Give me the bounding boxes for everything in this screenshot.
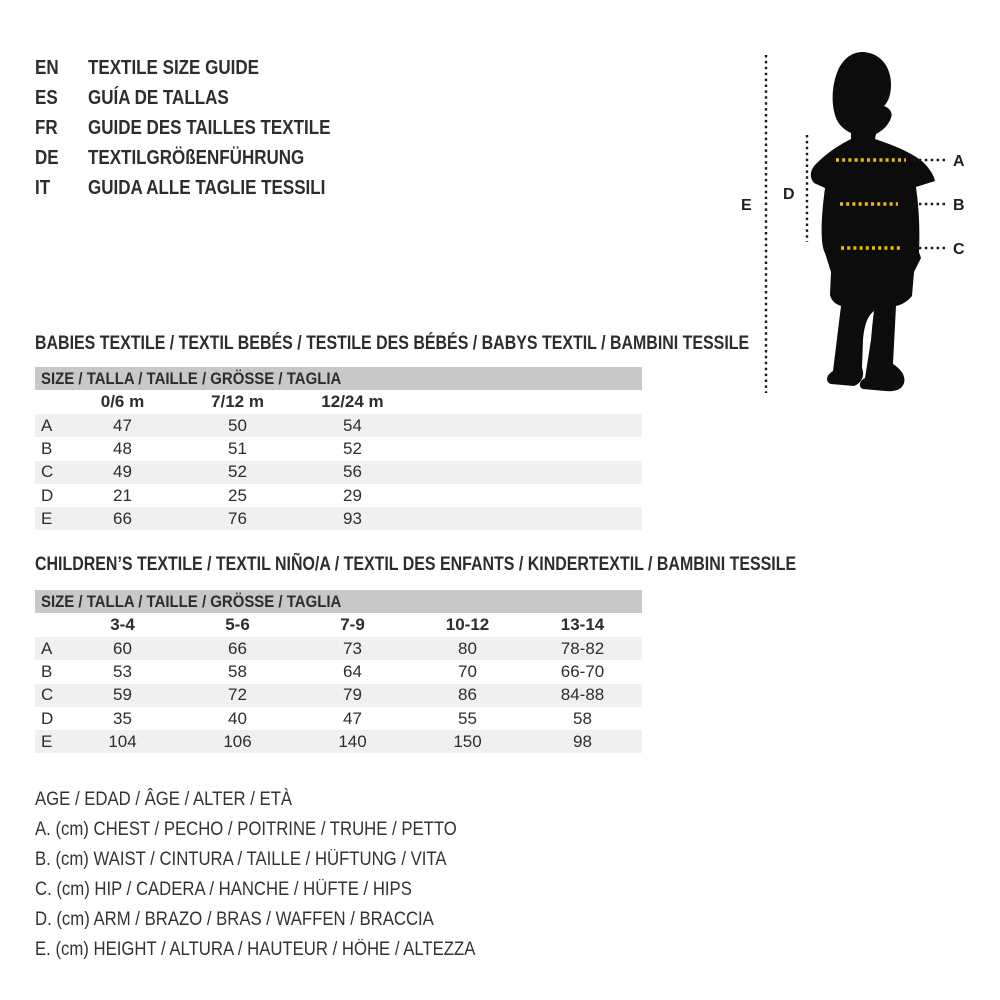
row-label: A (41, 638, 53, 658)
cell-value: 64 (343, 661, 362, 681)
figure-label-a: A (953, 153, 965, 170)
measurement-legend (35, 785, 535, 965)
row-label: C (41, 462, 54, 482)
table-row (35, 484, 642, 507)
cell-value: 29 (343, 485, 362, 505)
table-row (35, 437, 642, 460)
language-code: EN (35, 57, 59, 79)
children-section-heading: CHILDREN’S TEXTILE / TEXTIL NIÑO/A / TEXTIL DES ENFANTS / KINDERTEXTIL / BAMBINI TESSILE (35, 554, 797, 575)
cell-value: 76 (228, 508, 247, 528)
cell-value: 58 (228, 661, 247, 681)
cell-value: 21 (113, 485, 132, 505)
cell-value: 66-70 (560, 661, 605, 681)
cell-value: 70 (458, 661, 477, 681)
legend-line: B. (cm) WAIST / CINTURA / TAILLE / HÜFTUNG / VITA (35, 849, 447, 870)
figure-label-c: C (953, 241, 965, 258)
table-row (35, 461, 642, 484)
cell-value: 80 (458, 638, 477, 658)
figure-label-e: E (741, 197, 752, 214)
row-label: E (41, 731, 53, 751)
table-row (35, 730, 642, 753)
language-code: ES (35, 87, 58, 109)
cell-value: 73 (343, 638, 362, 658)
language-title: GUIDA ALLE TAGLIE TESSILI (88, 177, 326, 199)
babies-size-header-bar (35, 367, 642, 390)
cell-value: 25 (228, 485, 247, 505)
column-header: 10-12 (445, 615, 490, 634)
cell-value: 72 (228, 685, 247, 705)
row-label: C (41, 685, 54, 705)
row-label: E (41, 508, 53, 528)
column-header: 7-9 (340, 615, 365, 634)
language-code: IT (35, 177, 51, 199)
table-row (35, 507, 642, 530)
figure-label-d: D (783, 186, 795, 203)
cell-value: 78-82 (560, 638, 605, 658)
legend-line: D. (cm) ARM / BRAZO / BRAS / WAFFEN / BRACCIA (35, 909, 434, 930)
cell-value: 59 (113, 685, 132, 705)
language-code: DE (35, 147, 59, 169)
row-label: D (41, 708, 54, 728)
children-size-header-bar (35, 590, 642, 613)
language-title: GUIDE DES TAILLES TEXTILE (88, 117, 331, 139)
table-row (35, 707, 642, 730)
babies-table-rows (35, 414, 642, 530)
cell-value: 54 (343, 415, 362, 435)
table-row (35, 660, 642, 683)
table-row (35, 637, 642, 660)
children-table-rows (35, 637, 642, 753)
cell-value: 60 (113, 638, 132, 658)
cell-value: 84-88 (560, 685, 605, 705)
cell-value: 40 (228, 708, 247, 728)
table-row (35, 684, 642, 707)
cell-value: 47 (113, 415, 132, 435)
row-label: D (41, 485, 54, 505)
cell-value: 52 (228, 462, 247, 482)
cell-value: 104 (108, 731, 137, 751)
legend-line: A. (cm) CHEST / PECHO / POITRINE / TRUHE / PETTO (35, 819, 457, 840)
row-label: B (41, 438, 53, 458)
cell-value: 66 (113, 508, 132, 528)
babies-size-header-label: SIZE / TALLA / TAILLE / GRÖSSE / TAGLIA (41, 368, 342, 388)
cell-value: 66 (228, 638, 247, 658)
column-header: 3-4 (110, 615, 135, 634)
children-size-header-label: SIZE / TALLA / TAILLE / GRÖSSE / TAGLIA (41, 591, 342, 611)
cell-value: 140 (338, 731, 367, 751)
legend-line: C. (cm) HIP / CADERA / HANCHE / HÜFTE / HIPS (35, 879, 412, 900)
row-label: B (41, 661, 53, 681)
babies-size-table (35, 367, 642, 530)
language-title: TEXTILGRÖßENFÜHRUNG (88, 147, 305, 169)
cell-value: 56 (343, 462, 362, 482)
column-header: 5-6 (225, 615, 250, 634)
language-title: TEXTILE SIZE GUIDE (88, 57, 259, 79)
cell-value: 93 (343, 508, 362, 528)
cell-value: 35 (113, 708, 132, 728)
column-header: 13-14 (560, 615, 605, 634)
column-header: 12/24 m (321, 392, 384, 411)
babies-section-heading: BABIES TEXTILE / TEXTIL BEBÉS / TESTILE DES BÉBÉS / BABYS TEXTIL / BAMBINI TESSILE (35, 333, 750, 354)
cell-value: 79 (343, 685, 362, 705)
children-column-headers (35, 613, 642, 637)
cell-value: 86 (458, 685, 477, 705)
cell-value: 58 (573, 708, 592, 728)
column-header: 7/12 m (211, 392, 264, 411)
column-header: 0/6 m (100, 392, 145, 411)
figure-label-b: B (953, 197, 965, 214)
row-label: A (41, 415, 53, 435)
cell-value: 150 (453, 731, 482, 751)
children-size-table (35, 590, 642, 753)
cell-value: 52 (343, 438, 362, 458)
cell-value: 49 (113, 462, 132, 482)
cell-value: 55 (458, 708, 477, 728)
babies-column-headers (35, 390, 642, 414)
cell-value: 50 (228, 415, 247, 435)
cell-value: 53 (113, 661, 132, 681)
table-row (35, 414, 642, 437)
cell-value: 106 (223, 731, 252, 751)
cell-value: 98 (573, 731, 592, 751)
cell-value: 47 (343, 708, 362, 728)
cell-value: 48 (113, 438, 132, 458)
language-title: GUÍA DE TALLAS (88, 87, 229, 109)
legend-line: AGE / EDAD / ÂGE / ALTER / ETÀ (35, 789, 293, 810)
language-code: FR (35, 117, 58, 139)
legend-line: E. (cm) HEIGHT / ALTURA / HAUTEUR / HÖHE / ALTEZZA (35, 939, 476, 960)
cell-value: 51 (228, 438, 247, 458)
